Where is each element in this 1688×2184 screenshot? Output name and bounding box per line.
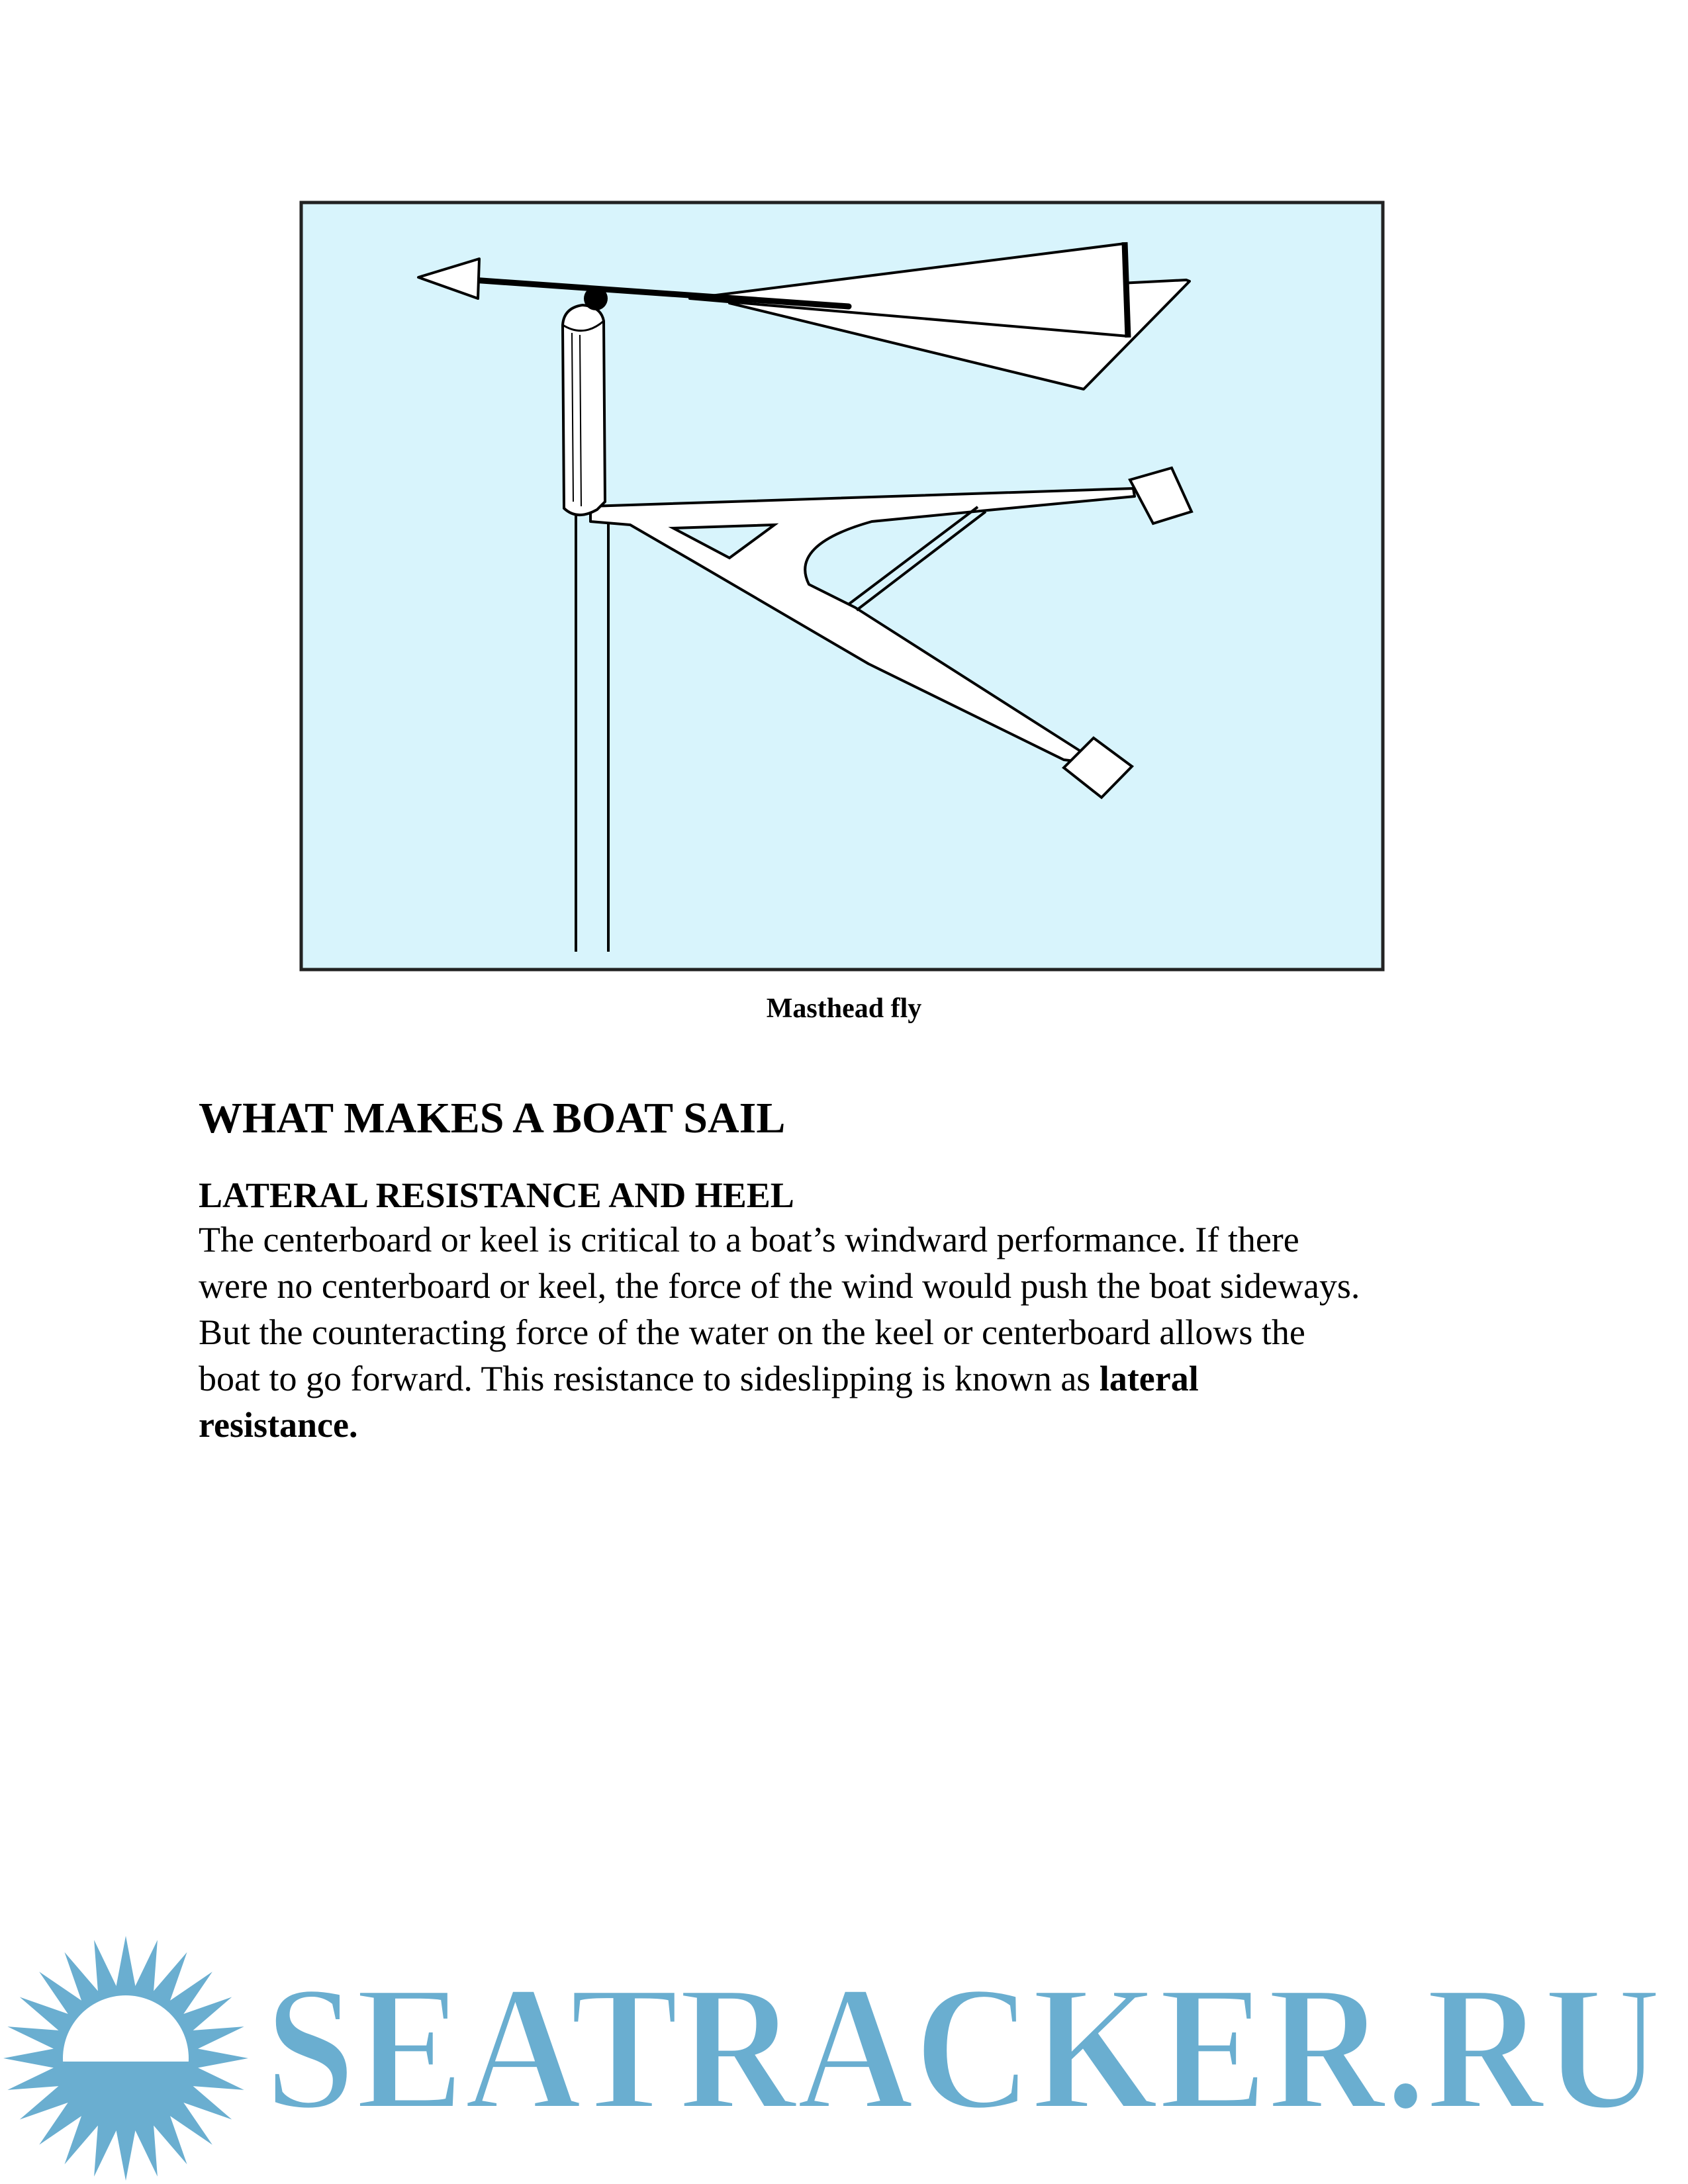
section-subheading: LATERAL RESISTANCE AND HEEL <box>199 1175 794 1215</box>
watermark-text: SEATRACKER.RU <box>265 1949 1662 2147</box>
watermark-logo <box>0 1919 1688 2184</box>
paragraph-line-3: But the counteracting force of the water on the keel or centerboard allows the <box>199 1312 1305 1352</box>
vane-tail-edge <box>1125 242 1128 338</box>
paragraph-line-5 <box>199 1404 357 1445</box>
sun-icon <box>3 1936 248 2181</box>
paragraph-line-2: were no centerboard or keel, the force of the wind would push the boat sideways. <box>199 1266 1360 1306</box>
paragraph-line-4 <box>199 1358 1199 1399</box>
masthead-fly-illustration <box>299 201 1385 972</box>
section-heading: WHAT MAKES A BOAT SAIL <box>199 1094 786 1142</box>
term-lateral: lateral <box>1099 1359 1199 1398</box>
term-resistance: resistance. <box>199 1405 358 1445</box>
paragraph-line-4-text: boat to go forward. This resistance to sideslipping is known as <box>199 1359 1100 1398</box>
figure-caption: Masthead fly <box>766 993 922 1024</box>
paragraph-line-1: The centerboard or keel is critical to a boat’s windward performance. If there <box>199 1220 1299 1259</box>
pivot-knob <box>584 287 608 310</box>
mast-head-cylinder <box>563 305 605 515</box>
